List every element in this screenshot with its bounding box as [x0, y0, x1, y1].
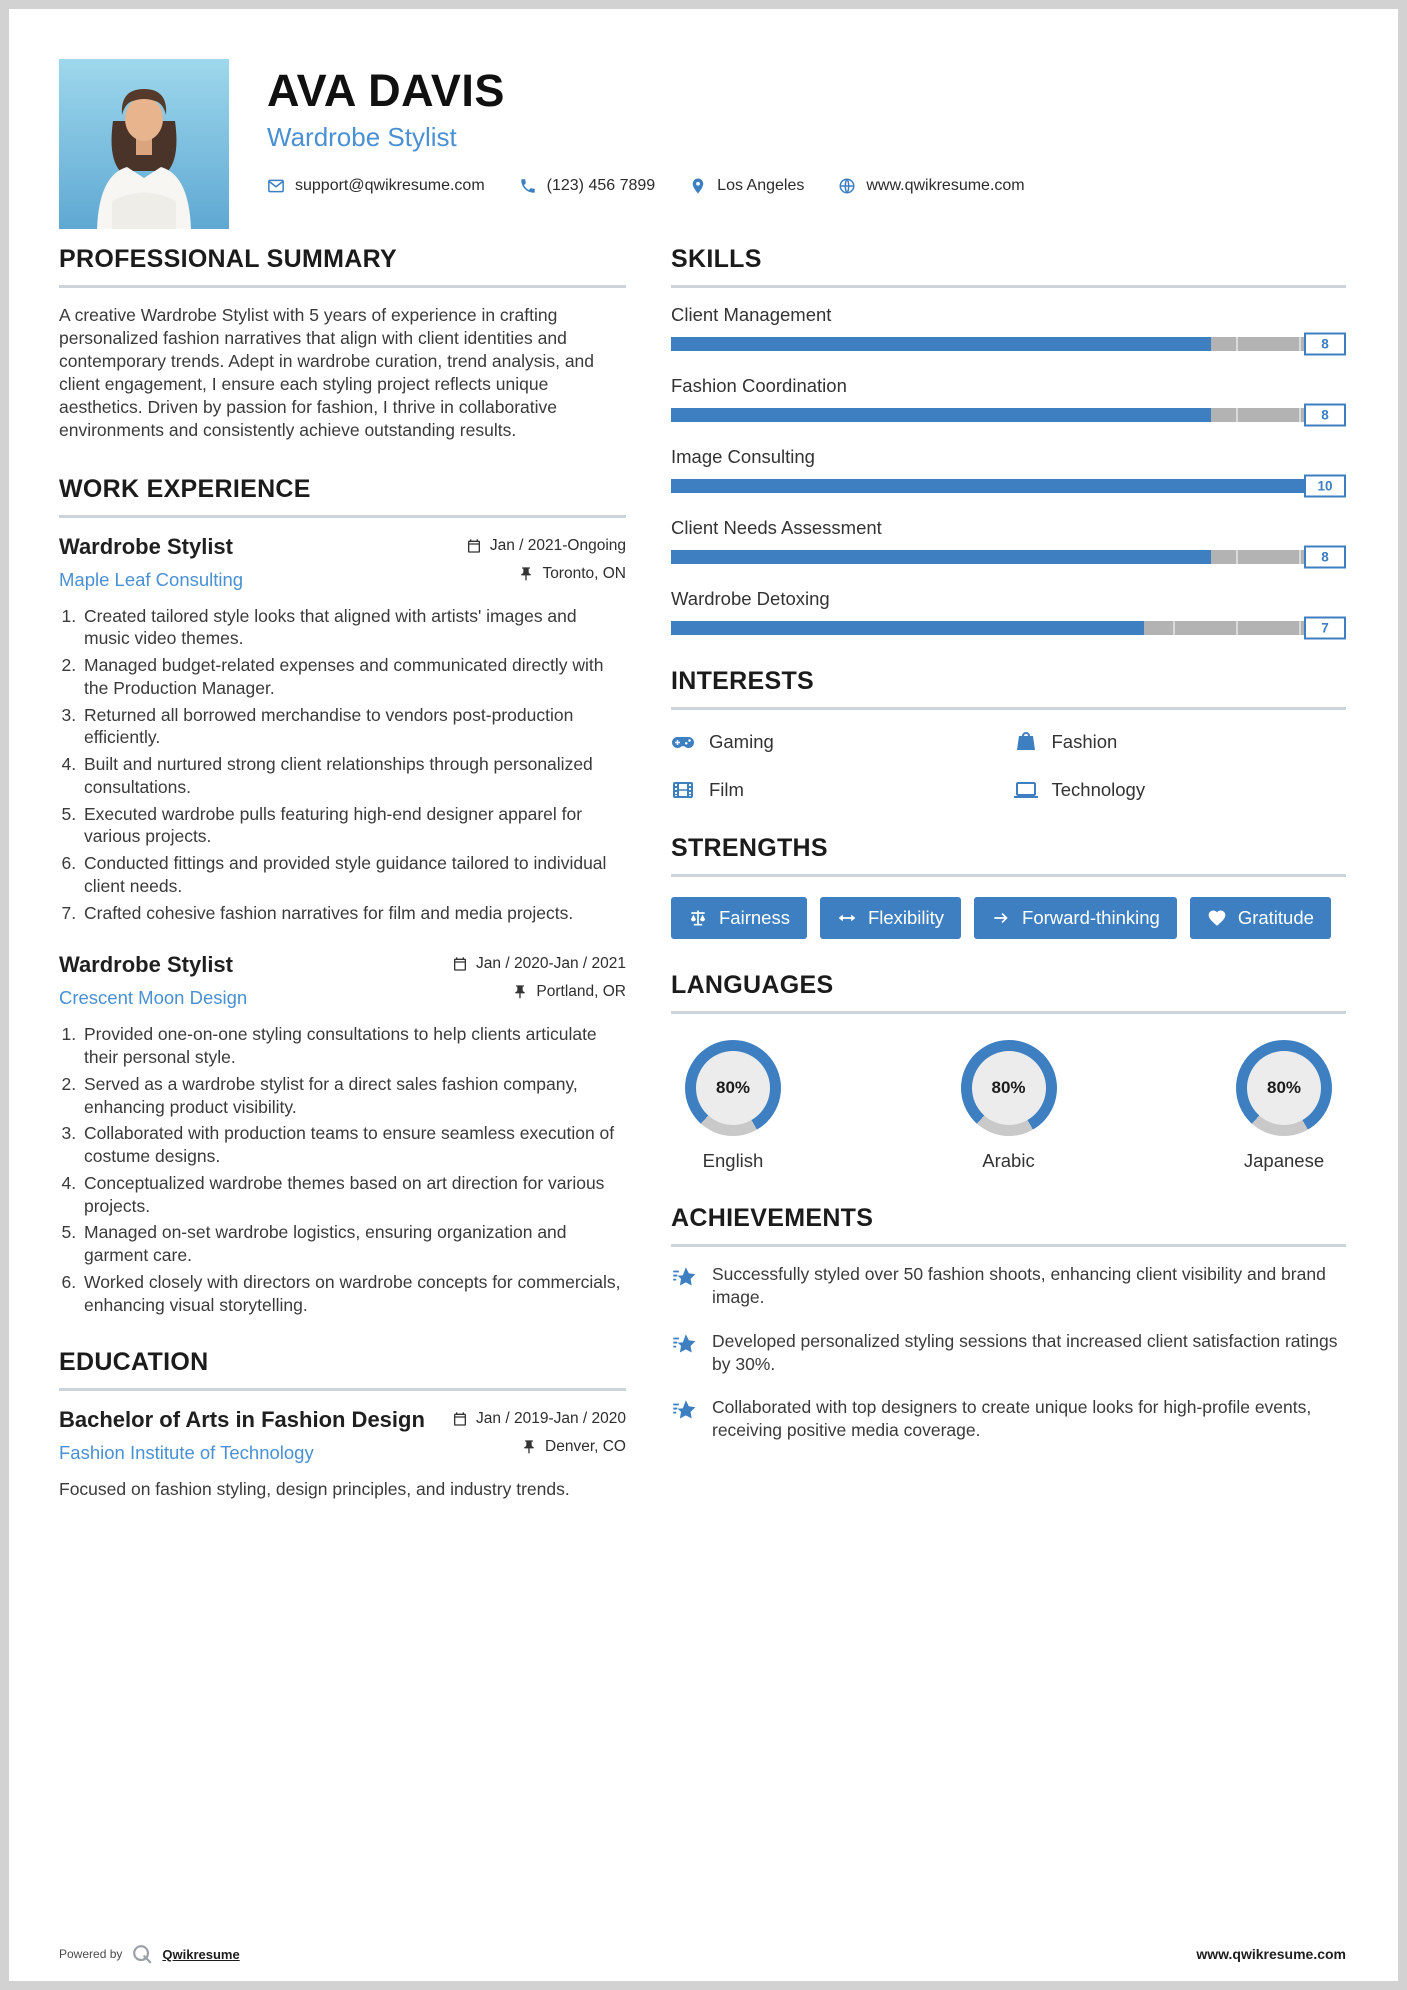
education-dates-row [452, 1410, 626, 1428]
interests-grid [671, 726, 1346, 802]
interest-label: Fashion [1051, 731, 1118, 752]
section-languages [671, 971, 1346, 1172]
strengths-list [671, 893, 1346, 939]
achievement-text: Collaborated with top designers to create unique looks for high-profile events, receiving positive media coverage. [712, 1397, 1312, 1441]
section-achievements [671, 1204, 1346, 1443]
job-bullet: 4. Built and nurtured strong client relationships through personalized consultations. [81, 753, 626, 799]
skill-bar [671, 408, 1346, 422]
strengths-heading: STRENGTHS [671, 834, 1346, 877]
achievement-item [671, 1263, 1346, 1310]
strength-label: Fairness [719, 907, 790, 928]
profile-photo-image [59, 59, 229, 229]
language-percent: 80% [696, 1051, 770, 1125]
strength-label: Flexibility [867, 907, 945, 928]
powered-by-label: Powered by [59, 1947, 123, 1961]
education-location-row [452, 1438, 626, 1456]
strength-fairness [671, 897, 807, 939]
job-bullet: 6. Conducted fittings and provided style guidance tailored to individual client needs. [81, 852, 626, 898]
resume-page [9, 9, 1398, 1981]
calendar-icon [452, 956, 468, 972]
skill-bar-fill [671, 621, 1144, 635]
languages-heading: LANGUAGES [671, 971, 1346, 1014]
job-bullet: 5. Managed on-set wardrobe logistics, ensuring organization and garment care. [81, 1221, 626, 1267]
education-heading: EDUCATION [59, 1348, 626, 1391]
job-dates: Jan / 2021-Ongoing [489, 536, 626, 554]
interest-item-film [671, 778, 1004, 802]
skill-score-badge: 7 [1304, 617, 1346, 640]
profile-photo [59, 59, 229, 229]
job-location-row [452, 983, 626, 1001]
arrow-right-icon [991, 908, 1011, 928]
handbag-icon [1014, 730, 1038, 754]
skill-item [671, 304, 1346, 351]
job-bullet: 5. Executed wardrobe pulls featuring high-end designer apparel for various projects. [81, 803, 626, 849]
skill-item [671, 588, 1346, 635]
education-description: Focused on fashion styling, design principles, and industry trends. [59, 1479, 570, 1500]
job-meta [466, 534, 626, 593]
achievement-item [671, 1396, 1346, 1443]
skills-heading: SKILLS [671, 245, 1346, 288]
calendar-icon [466, 538, 482, 554]
interest-item-fashion [1014, 730, 1347, 754]
job-dates-row [452, 955, 626, 973]
skill-item [671, 517, 1346, 564]
interest-label: Film [709, 779, 744, 800]
powered-by-block [59, 1943, 240, 1965]
candidate-headline: Wardrobe Stylist [267, 122, 457, 153]
header [9, 9, 1398, 229]
education-dates: Jan / 2019-Jan / 2020 [476, 1410, 626, 1428]
skill-bar-fill [671, 479, 1346, 493]
skill-score-badge: 8 [1304, 404, 1346, 427]
skill-bar [671, 337, 1346, 351]
professional-summary-text: A creative Wardrobe Stylist with 5 years of experience in crafting personalized fashion narratives that align with client identities and contemporary trends. Adept in wardrobe curation, trend analysis, and client engagement, I ensure each styling project reflects unique aesthetics. Driven by passion for fashion, I thrive in collaborative environments and consistently achieve outstanding results. [59, 305, 595, 441]
pushpin-icon [518, 566, 534, 582]
job-company[interactable]: Maple Leaf Consulting [59, 568, 244, 590]
education-location: Denver, CO [545, 1438, 626, 1456]
pushpin-icon [512, 984, 528, 1000]
skill-label: Client Management [671, 304, 832, 325]
job-dates: Jan / 2020-Jan / 2021 [476, 955, 626, 973]
job-bullet-list [59, 1023, 626, 1316]
contact-website-text: www.qwikresume.com [866, 177, 1025, 195]
phone-icon [519, 177, 537, 195]
education-entry [59, 1407, 626, 1502]
job-entry [59, 952, 626, 1316]
job-bullet: 6. Worked closely with directors on wardrobe concepts for commercials, enhancing visual storytelling. [81, 1271, 626, 1317]
footer [59, 1943, 1346, 1965]
job-title-block [59, 534, 243, 593]
gamepad-icon [671, 730, 695, 754]
heart-icon [1207, 908, 1227, 928]
content-columns [9, 245, 1398, 1534]
education-degree: Bachelor of Arts in Fashion Design [59, 1407, 425, 1433]
email-icon [267, 177, 285, 195]
strength-forward-thinking [974, 897, 1177, 939]
achievements-heading: ACHIEVEMENTS [671, 1204, 1346, 1247]
footer-website-link[interactable]: www.qwikresume.com [1196, 1946, 1346, 1962]
language-donut [1236, 1040, 1332, 1136]
job-bullet: 3. Returned all borrowed merchandise to vendors post-production efficiently. [81, 704, 626, 750]
interest-label: Gaming [709, 731, 774, 752]
job-bullet: 4. Conceptualized wardrobe themes based on art direction for various projects. [81, 1172, 626, 1218]
header-info [253, 59, 1025, 229]
job-company[interactable]: Crescent Moon Design [59, 987, 248, 1009]
job-location: Toronto, ON [542, 564, 626, 582]
contact-location-text: Los Angeles [717, 177, 805, 195]
achievement-item [671, 1330, 1346, 1377]
film-icon [671, 778, 695, 802]
skill-bar-fill [671, 550, 1211, 564]
work-experience-heading: WORK EXPERIENCE [59, 475, 626, 518]
section-skills [671, 245, 1346, 635]
education-title-block [59, 1407, 425, 1466]
contact-email-text: support@qwikresume.com [295, 177, 485, 195]
interest-item-gaming [671, 730, 1004, 754]
skill-score-badge: 8 [1304, 546, 1346, 569]
language-donut [961, 1040, 1057, 1136]
language-japanese [1236, 1040, 1332, 1172]
job-bullet: 3. Collaborated with production teams to ensure seamless execution of costume designs. [81, 1122, 626, 1168]
languages-list [671, 1030, 1346, 1172]
language-name: Arabic [982, 1150, 1035, 1171]
left-column [59, 245, 626, 1534]
globe-icon [838, 177, 856, 195]
contact-row [267, 177, 1025, 195]
job-title-block [59, 952, 247, 1011]
skill-score-badge: 8 [1304, 333, 1346, 356]
pushpin-icon [521, 1439, 537, 1455]
star-badge-icon [671, 1332, 698, 1359]
double-arrow-icon [837, 908, 857, 928]
language-percent: 80% [1247, 1051, 1321, 1125]
strength-label: Forward-thinking [1022, 907, 1160, 928]
achievement-text: Developed personalized styling sessions that increased client satisfaction ratings by 30%. [712, 1330, 1338, 1374]
job-dates-row [466, 537, 626, 555]
job-bullet: 7. Crafted cohesive fashion narratives for film and media projects. [81, 902, 626, 925]
section-education [59, 1348, 626, 1502]
contact-website[interactable] [838, 177, 1024, 195]
job-header [59, 534, 626, 593]
job-bullet: 1. Provided one-on-one styling consultations to help clients articulate their personal style. [81, 1023, 626, 1069]
skill-bar-fill [671, 337, 1211, 351]
job-header [59, 952, 626, 1011]
skill-label: Client Needs Assessment [671, 517, 882, 538]
candidate-name: AVA DAVIS [267, 65, 505, 116]
language-percent: 80% [972, 1051, 1046, 1125]
strength-flexibility [820, 897, 961, 939]
skill-label: Image Consulting [671, 446, 815, 467]
job-bullet: 1. Created tailored style looks that aligned with artists' images and music video themes. [81, 605, 626, 651]
job-entry [59, 534, 626, 925]
education-meta [452, 1407, 626, 1466]
interest-item-technology [1014, 778, 1347, 802]
professional-summary-heading: PROFESSIONAL SUMMARY [59, 245, 626, 288]
strength-gratitude [1190, 897, 1331, 939]
skill-item [671, 446, 1346, 493]
language-english [685, 1040, 781, 1172]
strength-label: Gratitude [1237, 907, 1314, 928]
job-title: Wardrobe Stylist [59, 533, 233, 559]
star-badge-icon [671, 1398, 698, 1425]
education-header [59, 1407, 626, 1466]
education-school[interactable]: Fashion Institute of Technology [59, 1442, 314, 1464]
achievement-text: Successfully styled over 50 fashion shoots, enhancing client visibility and brand image. [712, 1264, 1326, 1308]
interests-heading: INTERESTS [671, 667, 1346, 710]
contact-email[interactable] [267, 177, 485, 195]
language-name: English [702, 1150, 764, 1171]
job-bullet: 2. Served as a wardrobe stylist for a direct sales fashion company, enhancing product visibility. [81, 1073, 626, 1119]
location-pin-icon [689, 177, 707, 195]
interest-label: Technology [1051, 779, 1146, 800]
language-name: Japanese [1243, 1150, 1325, 1171]
qwikresume-brand-link[interactable]: Qwikresume [162, 1946, 240, 1962]
job-meta [452, 952, 626, 1011]
job-location: Portland, OR [536, 983, 626, 1001]
skill-label: Wardrobe Detoxing [671, 588, 830, 609]
contact-phone [519, 177, 656, 195]
skill-bar-fill [671, 408, 1211, 422]
calendar-icon [452, 1411, 468, 1427]
job-bullet-list [59, 605, 626, 925]
skill-bar [671, 621, 1346, 635]
job-location-row [466, 565, 626, 583]
laptop-icon [1014, 778, 1038, 802]
skill-score-badge: 10 [1304, 475, 1346, 498]
skill-bar [671, 550, 1346, 564]
contact-location [689, 177, 804, 195]
star-badge-icon [671, 1265, 698, 1292]
section-strengths [671, 834, 1346, 939]
skill-label: Fashion Coordination [671, 375, 847, 396]
section-work-experience [59, 475, 626, 1317]
scales-icon [688, 908, 708, 928]
section-professional-summary [59, 245, 626, 443]
right-column [671, 245, 1346, 1534]
skill-bar [671, 479, 1346, 493]
skill-item [671, 375, 1346, 422]
job-bullet: 2. Managed budget-related expenses and communicated directly with the Production Manager. [81, 654, 626, 700]
language-arabic [961, 1040, 1057, 1172]
job-title: Wardrobe Stylist [59, 952, 233, 978]
contact-phone-text: (123) 456 7899 [546, 177, 656, 195]
qwikresume-logo-icon [131, 1943, 153, 1965]
language-donut [685, 1040, 781, 1136]
section-interests [671, 667, 1346, 802]
